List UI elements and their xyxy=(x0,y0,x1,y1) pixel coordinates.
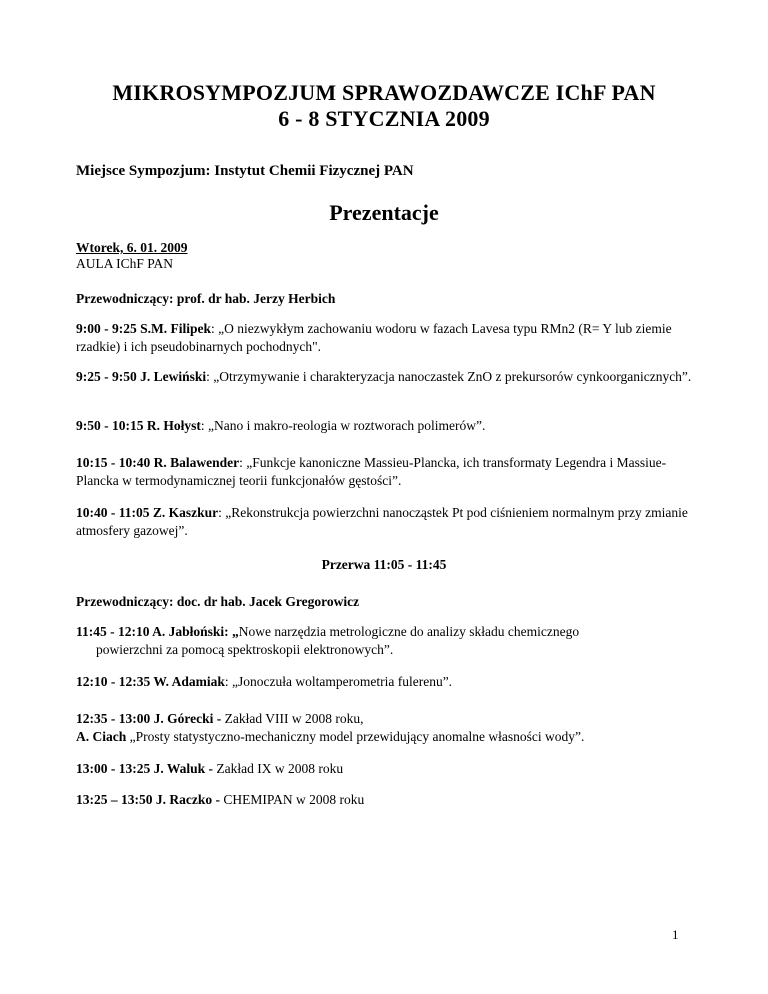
talk-lead: 10:15 - 10:40 R. Balawender xyxy=(76,455,240,470)
talk-item xyxy=(76,454,696,490)
day-header xyxy=(76,240,188,272)
chair-1 xyxy=(76,290,696,308)
talk-lead: 13:00 - 13:25 J. Waluk - xyxy=(76,761,214,776)
day-location: AULA IChF PAN xyxy=(76,256,174,271)
talk-text: CHEMIPAN w 2008 roku xyxy=(219,792,365,807)
break-line xyxy=(0,556,768,574)
talk-text: : „O niezwykłym zachowaniu wodoru w fazach Lavesa typu RMn2 (R= Y lub ziemie rzadkie) i ich pseudobinarnych pochodnych". xyxy=(76,321,672,354)
talk-item xyxy=(76,417,696,435)
venue-line: Miejsce Sympozjum: Instytut Chemii Fizycznej PAN xyxy=(76,163,414,179)
talk-item xyxy=(76,623,696,659)
talk-item xyxy=(76,368,696,386)
talk-text: : „Rekonstrukcja powierzchni nanocząstek Pt pod ciśnieniem normalnym przy zmianie atmosfery gazowej”. xyxy=(76,505,688,538)
talk-lead: 13:25 – 13:50 J. Raczko - xyxy=(76,792,220,807)
talk-item xyxy=(76,760,696,778)
talk-lead: 12:35 - 13:00 J. Górecki - xyxy=(76,711,222,726)
talk-item xyxy=(76,320,696,356)
talk-lead: A. Ciach xyxy=(76,729,127,744)
chair-2-text: Przewodniczący: doc. dr hab. Jacek Gregorowicz xyxy=(76,594,360,609)
day-label: Wtorek, 6. 01. 2009 xyxy=(76,240,188,255)
talk-text: : „Jonoczuła woltamperometria fulerenu”. xyxy=(224,674,453,689)
talk-text: „Prosty statystyczno-mechaniczny model przewidujący anomalne własności wody”. xyxy=(126,729,585,744)
talk-text-continued: powierzchni za pomocą spektroskopii elektronowych”. xyxy=(96,642,394,657)
title-line-2: 6 - 8 STYCZNIA 2009 xyxy=(278,106,490,131)
title-line-1: MIKROSYMPOZJUM SPRAWOZDAWCZE IChF PAN xyxy=(112,80,656,105)
chair-1-text: Przewodniczący: prof. dr hab. Jerzy Herbich xyxy=(76,291,336,306)
talk-item xyxy=(76,791,696,809)
talk-item xyxy=(76,673,696,691)
talk-separator: : „ xyxy=(224,624,239,639)
talk-lead: 10:40 - 11:05 Z. Kaszkur xyxy=(76,505,219,520)
break-text: Przerwa 11:05 - 11:45 xyxy=(321,557,447,572)
section-title: Prezentacje xyxy=(329,200,439,225)
talk-text: Zakład VIII w 2008 roku, xyxy=(221,711,364,726)
page-number: 1 xyxy=(672,927,679,942)
talk-item xyxy=(76,710,716,746)
talk-lead: 11:45 - 12:10 A. Jabłoński xyxy=(76,624,225,639)
talk-lead: 9:25 - 9:50 J. Lewiński xyxy=(76,369,207,384)
talk-text: : „Otrzymywanie i charakteryzacja nanoczastek ZnO z prekursorów cynkoorganicznych”. xyxy=(206,369,692,384)
talk-text: Zakład IX w 2008 roku xyxy=(213,761,344,776)
chair-2 xyxy=(76,593,696,611)
talk-text: : „Nano i makro-reologia w roztworach polimerów”. xyxy=(200,418,486,433)
talk-item xyxy=(76,504,696,540)
talk-text: Nowe narzędzia metrologiczne do analizy składu chemicznego xyxy=(238,624,580,639)
talk-lead: 9:50 - 10:15 R. Hołyst xyxy=(76,418,201,433)
talk-text: : „Funkcje kanoniczne Massieu-Plancka, ich transformaty Legendra i Massiue-Plancka w termodynamicznej teorii funkcjonałów gęstości”. xyxy=(76,455,667,488)
talk-lead: 9:00 - 9:25 S.M. Filipek xyxy=(76,321,211,336)
talk-lead: 12:10 - 12:35 W. Adamiak xyxy=(76,674,225,689)
